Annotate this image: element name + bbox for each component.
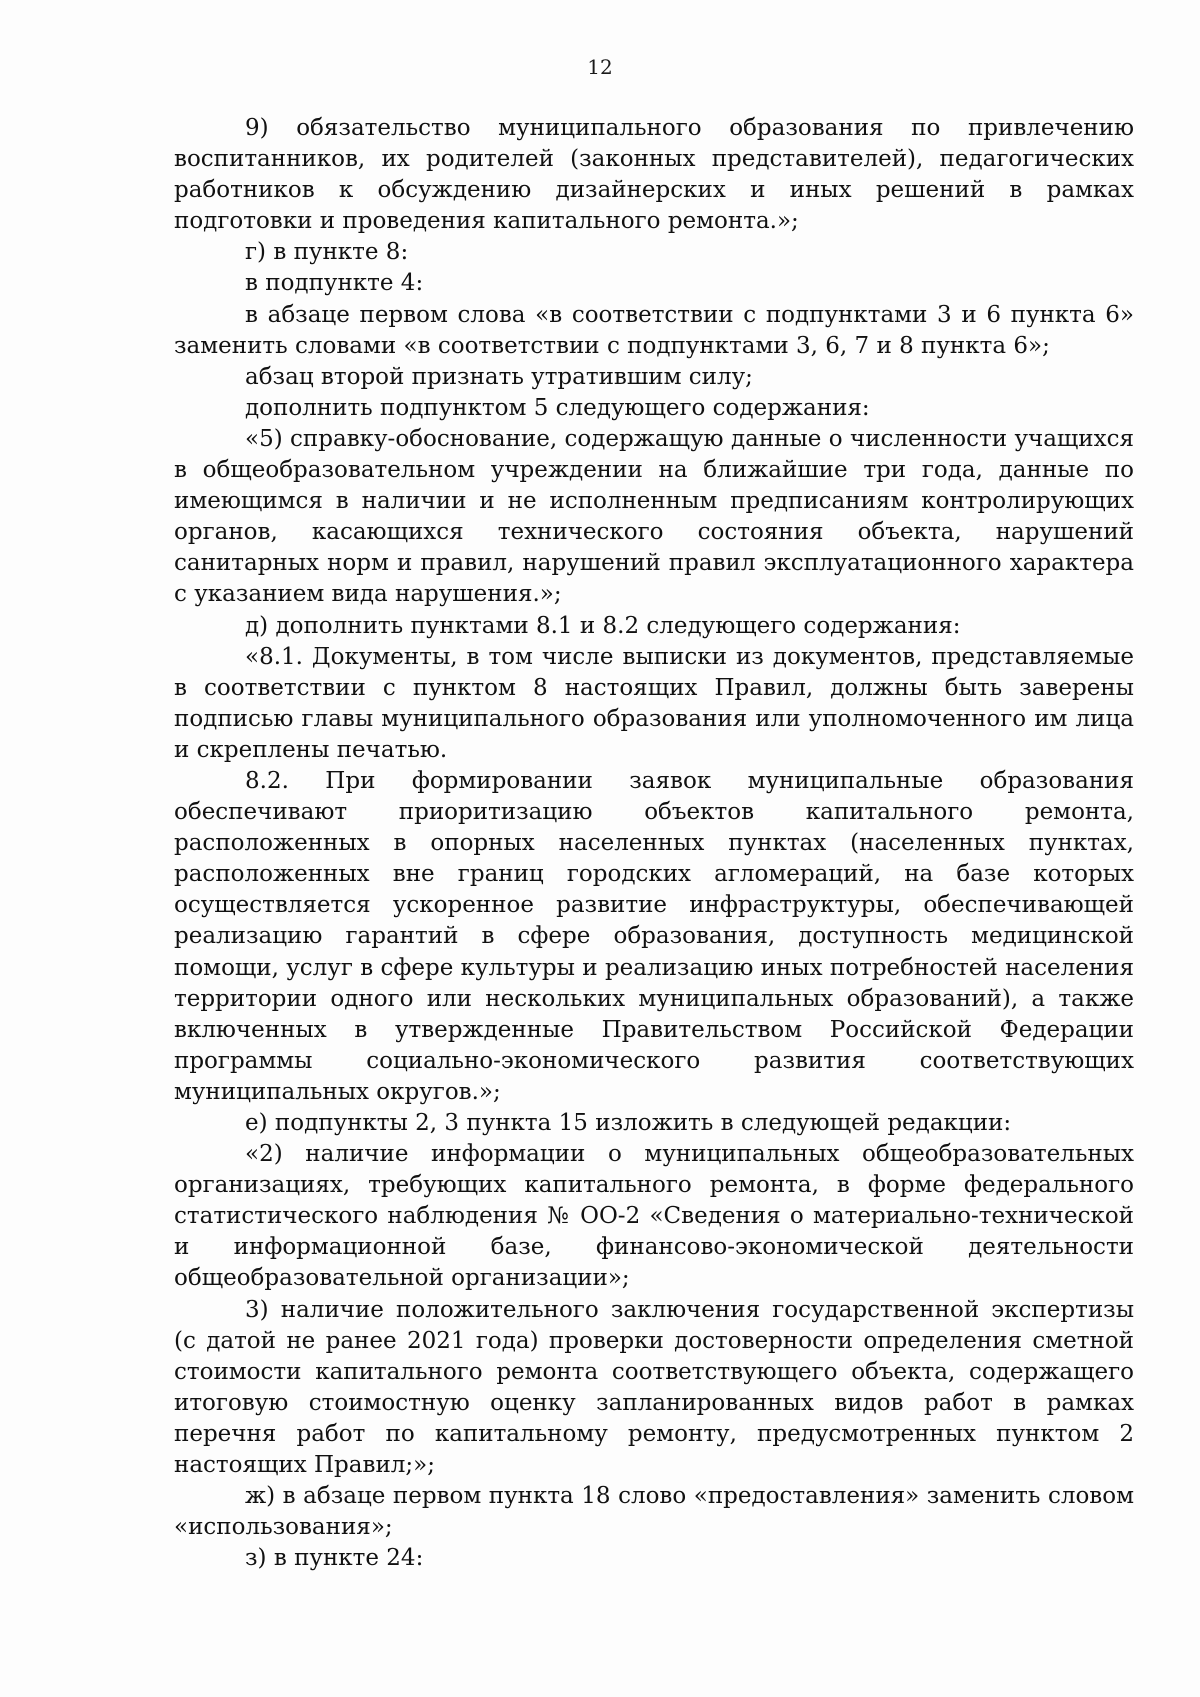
paragraph: «8.1. Документы, в том числе выписки из документов, представляемые в соответствии с пунктом 8 настоящих Правил, должны быть заверены подписью главы муниципального образования или уполномоченного им лица и скреплены печатью. [174, 643, 1134, 763]
paragraph: «2) наличие информации о муниципальных общеобразовательных организациях, требующих капитального ремонта, в форме федерального статистического наблюдения № ОО-2 «Сведения о материально-технической и информационной базе, финансово-экономической деятельности общеобразовательной организации»; [174, 1141, 1134, 1292]
paragraph: 8.2. При формировании заявок муниципальные образования обеспечивают приоритизацию объектов капитального ремонта, расположенных в опорных населенных пунктах (населенных пунктах, расположенных вне границ городских агломераций, на базе которых осуществляется ускоренное развитие инфраструктуры, обеспечивающей реализацию гарантий в сфере образования, доступность медицинской помощи, услуг в сфере культуры и реализацию иных потребностей населения территории одного или нескольких муниципальных образований), а также включенных в утвержденные Правительством Российской Федерации программы социально-экономического развития соответствующих муниципальных округов.»; [174, 767, 1134, 1105]
paragraph: ж) в абзаце первом пункта 18 слово «предоставления» заменить словом «использования»; [174, 1483, 1134, 1541]
paragraph: дополнить подпунктом 5 следующего содержания: [245, 394, 870, 421]
paragraph: в абзаце первом слова «в соответствии с подпунктами 3 и 6 пункта 6» заменить словами «в соответствии с подпунктами 3, 6, 7 и 8 пункта 6»; [174, 301, 1134, 359]
paragraph: «5) справку-обоснование, содержащую данные о численности учащихся в общеобразовательном учреждении на ближайшие три года, данные по имеющимся в наличии и не исполненным предписаниям контролирующих органов, касающихся технического состояния объекта, нарушений санитарных норм и правил, нарушений правил эксплуатационного характера с указанием вида нарушения.»; [174, 425, 1134, 608]
paragraph: з) в пункте 24: [245, 1545, 424, 1572]
paragraph: д) дополнить пунктами 8.1 и 8.2 следующего содержания: [245, 612, 961, 639]
paragraph: 3) наличие положительного заключения государственной экспертизы (с датой не ранее 2021 года) проверки достоверности определения сметной стоимости капитального ремонта соответствующего объекта, содержащего итоговую стоимостную оценку запланированных видов работ в рамках перечня работ по капитальному ремонту, предусмотренных пунктом 2 настоящих Правил;»; [174, 1296, 1134, 1479]
document-body [174, 113, 1134, 1574]
paragraph: г) в пункте 8: [245, 239, 409, 266]
page-number: 12 [587, 55, 613, 79]
paragraph: абзац второй признать утратившим силу; [245, 363, 753, 390]
paragraph: в подпункте 4: [245, 270, 424, 297]
paragraph: 9) обязательство муниципального образования по привлечению воспитанников, их родителей (законных представителей), педагогических работников к обсуждению дизайнерских и иных решений в рамках подготовки и проведения капитального ремонта.»; [174, 115, 1134, 235]
paragraph: е) подпункты 2, 3 пункта 15 изложить в следующей редакции: [245, 1110, 1012, 1136]
